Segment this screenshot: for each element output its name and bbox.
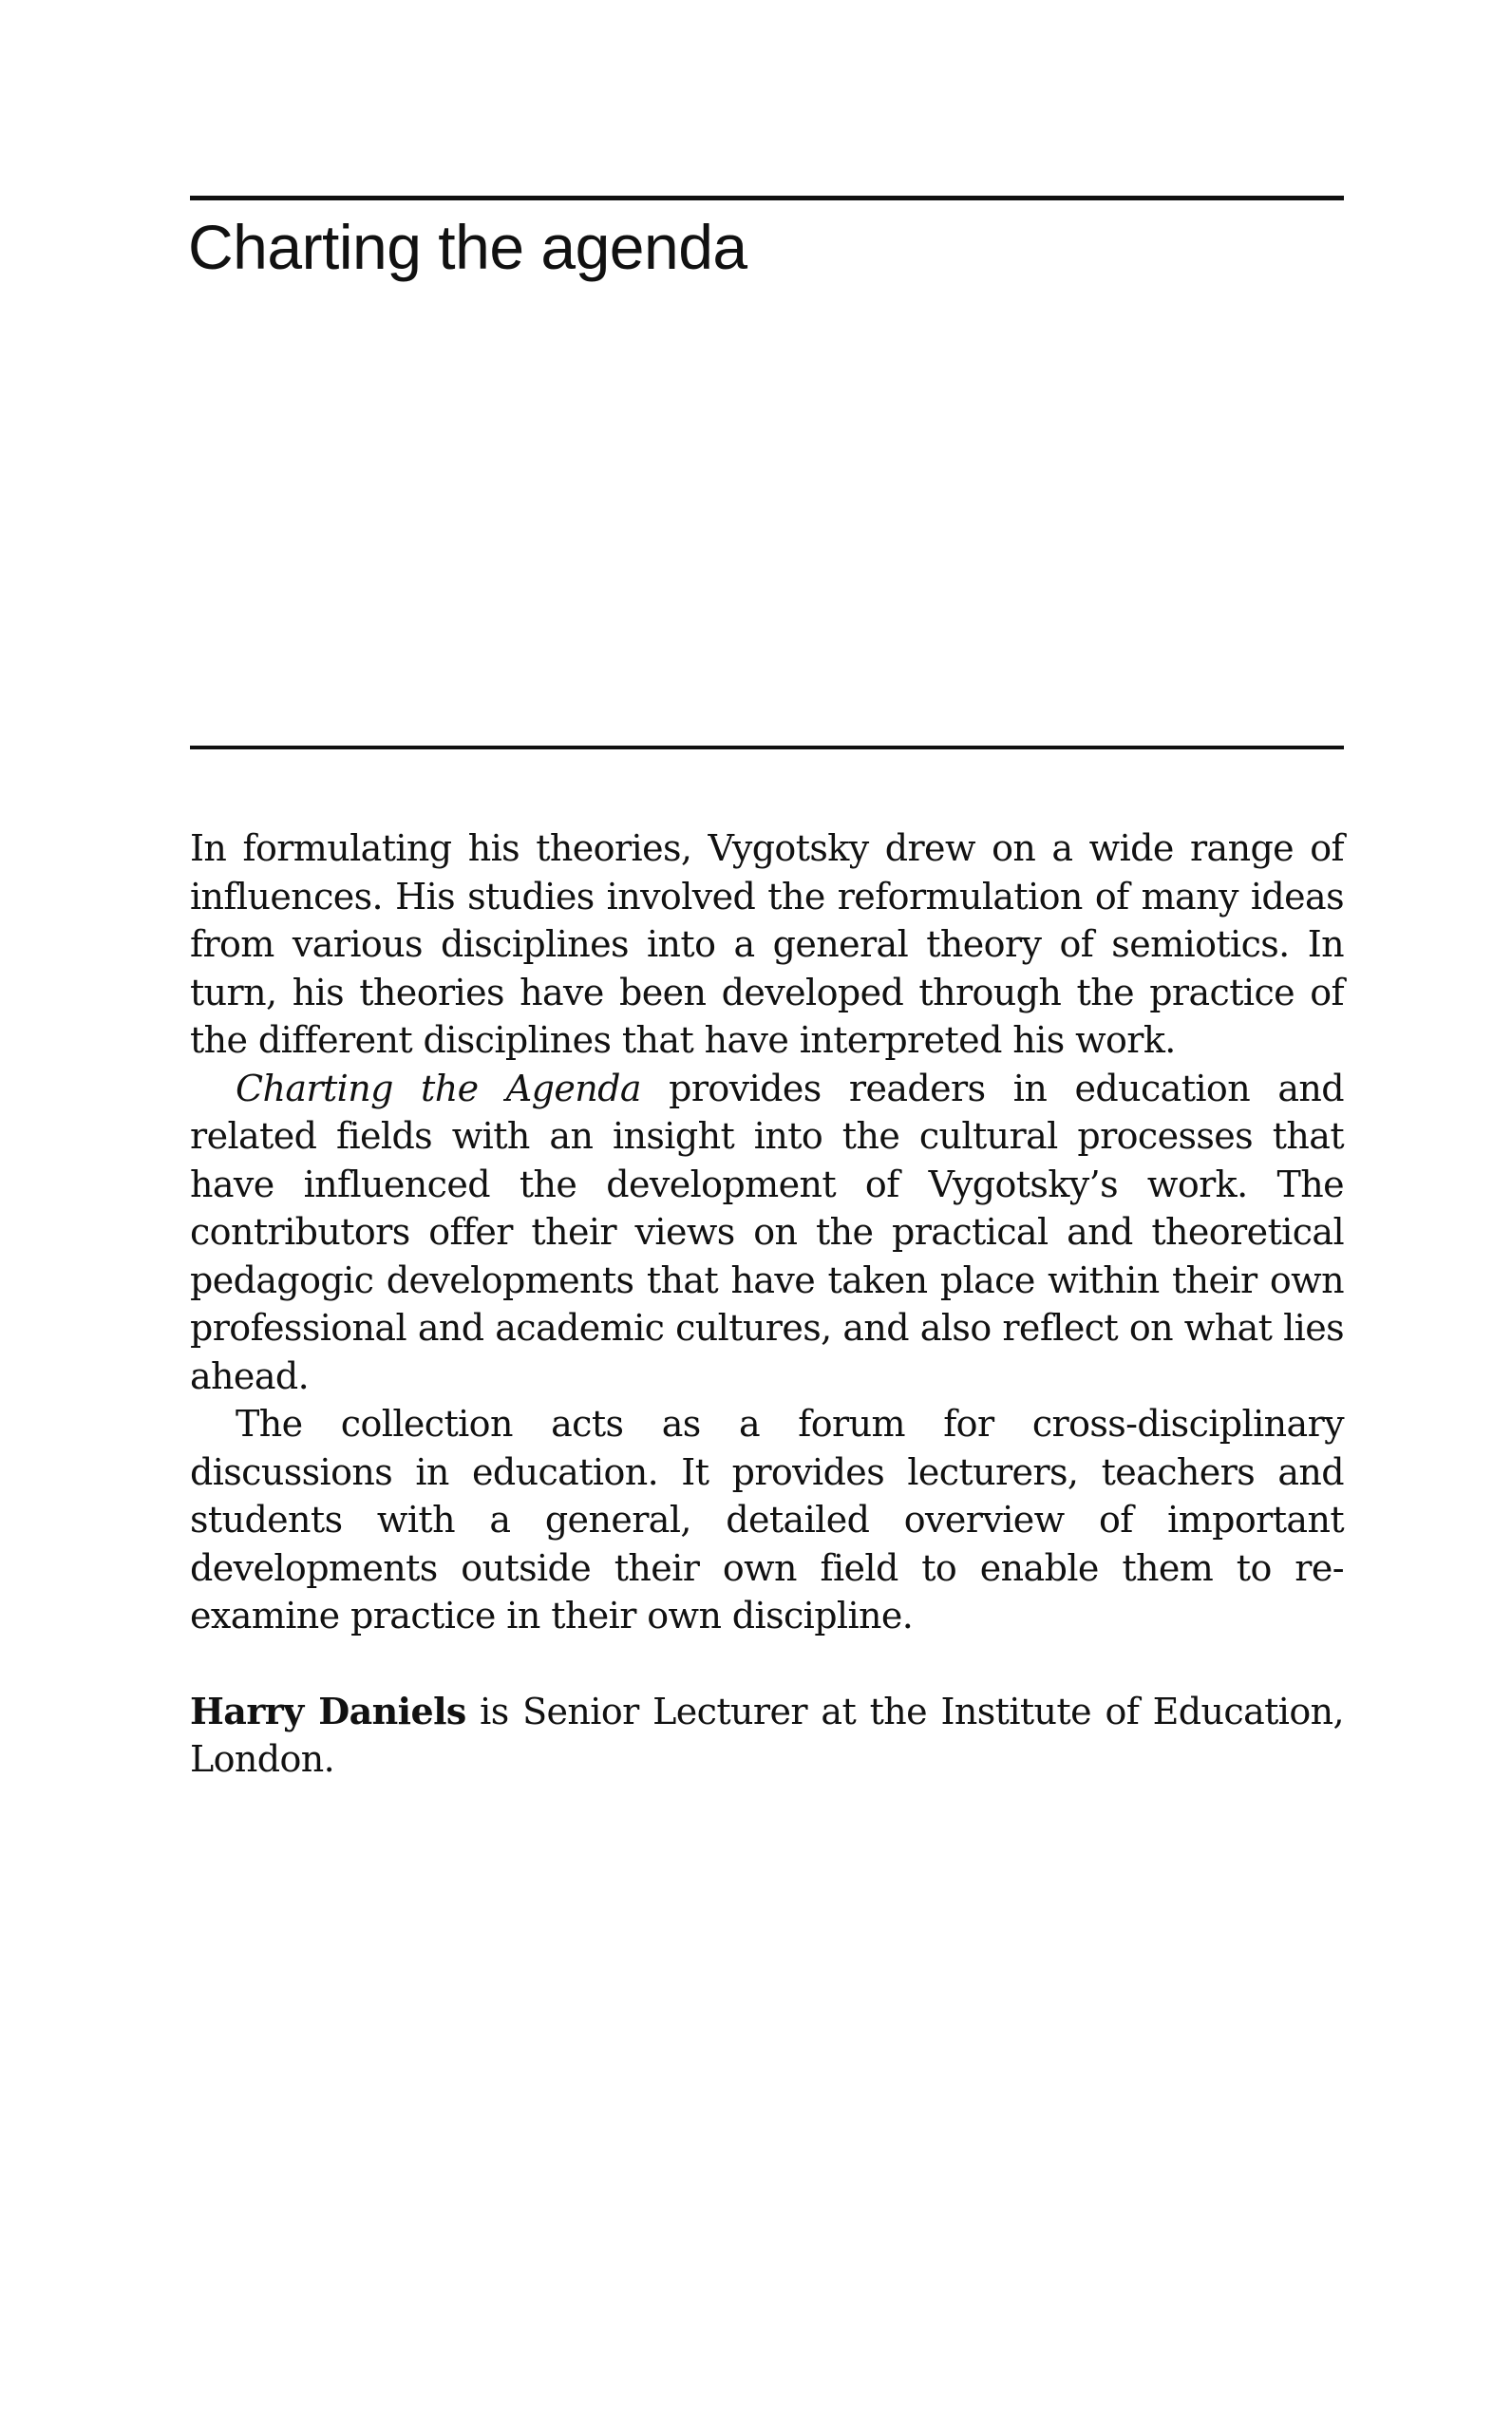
blurb-paragraph-2 xyxy=(190,1065,1344,1401)
author-bio-text: is Senior Lecturer at the Institute of Education, London. xyxy=(190,1690,1344,1780)
blurb-text xyxy=(190,824,1344,1784)
author-bio xyxy=(190,1688,1344,1784)
blurb-paragraph-2-text: provides readers in education and related fields with an insight into the cultural processes that have influenced the development of Vygotsky’s work. The contributors offer their views on the practical and theoretical pedagogic developments that have taken place within their own professional and academic cultures, and also reflect on what lies ahead. xyxy=(190,1067,1344,1397)
blurb-paragraph-3: The collection acts as a forum for cross-disciplinary discussions in education. It provides lecturers, teachers and students with a general, detailed overview of important developments outside their own field to enable them to re-examine practice in their own discipline. xyxy=(190,1403,1344,1637)
author-name: Harry Daniels xyxy=(190,1689,466,1732)
page-title: Charting the agenda xyxy=(188,212,747,282)
section-divider xyxy=(190,746,1344,749)
top-rule xyxy=(190,196,1344,200)
book-title-italic: Charting the Agenda xyxy=(236,1067,641,1109)
blurb-paragraph-1: In formulating his theories, Vygotsky drew on a wide range of influences. His studies involved the reformulation of many ideas from various disciplines into a general theory of semiotics. In turn, his theories have been developed through the practice of the different disciplines that have interpreted his work. xyxy=(190,827,1344,1061)
